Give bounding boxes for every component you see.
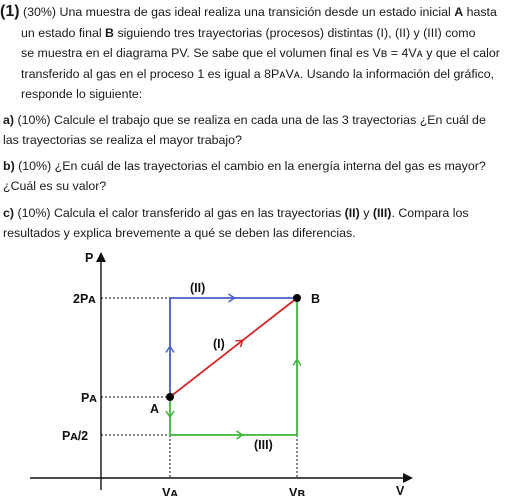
problem-line-3: se muestra en el diagrama PV. Se sabe que el volumen final es Vʙ = 4Vᴀ y que el calor — [21, 46, 500, 60]
point-a — [166, 393, 174, 401]
point-b — [293, 294, 301, 302]
question-a-line-2: las trayectorias se realiza el mayor trabajo? — [3, 133, 242, 147]
question-a-label: a) — [3, 113, 15, 127]
problem-line-5: responde lo siguiente: — [21, 87, 143, 101]
problem-line-4: transferido al gas en el proceso 1 es igual a 8PᴀVᴀ. Usando la información del gráfico, — [21, 67, 495, 81]
v-axis-label: V — [396, 484, 405, 496]
tick-vb: Vʙ — [288, 486, 306, 496]
state-a-ref: A — [454, 5, 464, 19]
question-c-text-b: . Compara los — [391, 206, 469, 220]
tick-2pa: 2Pᴀ — [73, 292, 96, 306]
tick-va: Vᴀ — [162, 486, 178, 496]
question-c-line-2: resultados y explica brevemente a qué se deben las diferencias. — [3, 226, 356, 240]
path-iii — [170, 298, 297, 435]
state-b-ref: B — [105, 26, 114, 40]
path-i — [170, 298, 297, 397]
question-c-path-ii: (II) — [344, 206, 360, 220]
p-axis-label: P — [85, 251, 94, 265]
problem-intro-1: (30%) Una muestra de gas ideal realiza una transición desde un estado inicial — [19, 5, 455, 19]
path-iii-label: (III) — [254, 438, 273, 452]
question-c-text-a: (10%) Calcula el calor transferido al gas en las trayectorias — [14, 206, 345, 220]
tick-pa: Pᴀ — [81, 391, 97, 405]
question-b-line-2: ¿Cuál es su valor? — [3, 179, 107, 193]
point-a-label: A — [150, 402, 160, 416]
problem-intro-2a: un estado final — [21, 26, 106, 40]
question-a-text: (10%) Calcule el trabajo que se realiza en cada una de las 3 trayectorias ¿En cuál de — [14, 113, 486, 127]
tick-pa-half: Pᴀ/2 — [62, 429, 89, 443]
question-c-and: y — [359, 206, 373, 220]
point-b-label: B — [311, 292, 321, 306]
path-i-label: (I) — [213, 337, 225, 351]
problem-intro-2b: siguiendo tres trayectorias (procesos) distintas (I), (II) y (III) como — [114, 26, 476, 40]
problem-number: (1) — [0, 3, 20, 20]
problem-intro-1b: hasta — [463, 5, 497, 19]
question-c-label: c) — [3, 206, 15, 220]
path-ii-label: (II) — [190, 281, 206, 295]
question-c-path-iii: (III) — [372, 206, 392, 220]
question-b-label: b) — [3, 159, 15, 173]
question-b-text: (10%) ¿En cuál de las trayectorias el cambio en la energía interna del gas es mayor? — [14, 159, 486, 173]
